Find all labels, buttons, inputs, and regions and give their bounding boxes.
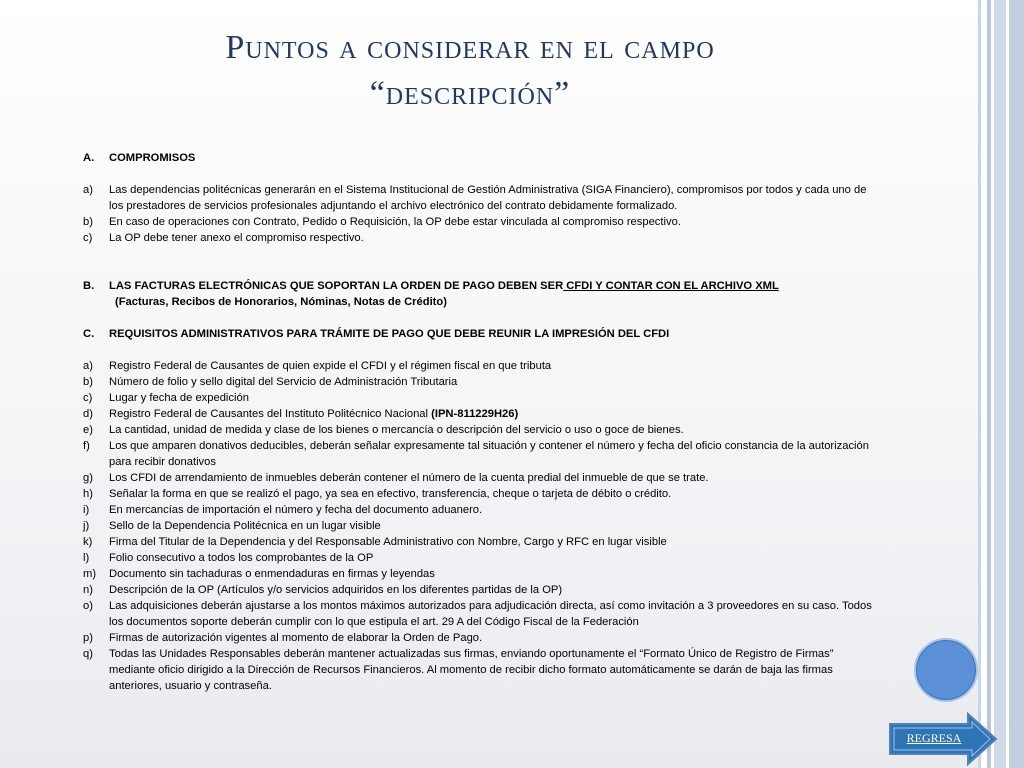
list-item-text: La cantidad, unidad de medida y clase de los bienes o mercancía o descripción del servicio o uso o goce de bienes. [109,424,684,436]
section-heading: LAS FACTURAS ELECTRÓNICAS QUE SOPORTAN LA ORDEN DE PAGO DEBEN SER [109,280,564,292]
title-line-2: “descripción” [369,75,571,112]
list-item-label: a) [83,360,93,372]
list-item-text: Número de folio y sello digital del Servicio de Administración Tributaria [109,376,458,388]
list-item [83,422,873,438]
section-b-subheading: (Facturas, Recibos de Honorarios, Nóminas, Notas de Crédito) [115,296,447,308]
list-item [83,598,873,630]
section-label: A. [83,152,95,164]
list-item-bold-text: (IPN-811229H26) [431,408,519,420]
section-a-heading [83,150,873,166]
side-stripe [1009,0,1024,768]
list-item-label: o) [83,600,93,612]
list-item [83,374,873,390]
section-heading: COMPROMISOS [109,152,196,164]
list-item [83,390,873,406]
slide-title [120,25,820,117]
list-item-label: m) [83,568,97,580]
list-item-text: Los CFDI de arrendamiento de inmuebles deberán contener el número de la cuenta predial del inmueble de que se trate. [109,472,709,484]
list-item-label: a) [83,184,93,196]
section-label: C. [83,328,95,340]
list-item-text: En caso de operaciones con Contrato, Pedido o Requisición, la OP debe estar vinculada al compromiso respectivo. [109,216,681,228]
section-c-list [83,358,873,694]
list-item-label: b) [83,216,93,228]
list-item-label: c) [83,392,93,404]
list-item [83,358,873,374]
list-item-text: Firmas de autorización vigentes al momento de elaborar la Orden de Pago. [109,632,483,644]
list-item-text: Sello de la Dependencia Politécnica en un lugar visible [109,520,381,532]
list-item-text: Firma del Titular de la Dependencia y del Responsable Administrativo con Nombre, Cargo y RFC en lugar visible [109,536,667,548]
list-item [83,646,873,694]
list-item [83,438,873,470]
back-button-label[interactable]: REGRESA [906,731,962,745]
list-item-label: h) [83,488,93,500]
list-item [83,630,873,646]
list-item-label: b) [83,376,93,388]
list-item [83,214,873,230]
list-item-label: p) [83,632,93,644]
list-item [83,486,873,502]
list-item-text: Documento sin tachaduras o enmendaduras en firmas y leyendas [109,568,435,580]
list-item [83,406,873,422]
list-item-label: g) [83,472,93,484]
section-heading: REQUISITOS ADMINISTRATIVOS PARA TRÁMITE DE PAGO QUE DEBE REUNIR LA IMPRESIÓN DEL CFDI [109,328,670,340]
list-item-label: i) [83,504,90,516]
list-item-text: Los que amparen donativos deducibles, deberán señalar expresamente tal situación y contener el número y fecha del oficio constancia de la autorización para recibir donativos [109,440,869,468]
list-item [83,582,873,598]
section-label: B. [83,280,95,292]
list-item-text: Registro Federal de Causantes del Instituto Politécnico Nacional [109,408,432,420]
section-a-list [83,182,873,246]
list-item-label: n) [83,584,93,596]
decorative-circle [914,638,978,702]
content-body [83,150,873,694]
list-item-label: c) [83,232,93,244]
section-b-heading [83,278,873,294]
list-item-label: e) [83,424,93,436]
list-item [83,518,873,534]
list-item-label: k) [83,536,93,548]
section-c-heading [83,326,873,342]
list-item-text: Registro Federal de Causantes de quien expide el CFDI y el régimen fiscal en que tributa [109,360,552,372]
list-item-label: l) [83,552,90,564]
list-item-text: Folio consecutivo a todos los comprobantes de la OP [109,552,374,564]
list-item-text: La OP debe tener anexo el compromiso respectivo. [109,232,364,244]
list-item-label: q) [83,648,93,660]
list-item [83,566,873,582]
list-item [83,230,873,246]
list-item-text: Las adquisiciones deberán ajustarse a los montos máximos autorizados para adjudicación directa, así como invitación a 3 proveedores en su caso. Todos los documentos soporte deberán cumplir con lo que estipula el art. 29 A del Código Fiscal de la Federación [109,600,872,628]
list-item-text: Descripción de la OP (Artículos y/o servicios adquiridos en los diferentes partidas de la OP) [109,584,563,596]
list-item-text: Las dependencias politécnicas generarán en el Sistema Institucional de Gestión Administrativa (SIGA Financiero), compromisos por todos y cada uno de los prestadores de servicios profesionales adjuntando el archivo electrónico del contrato debidamente formalizado. [109,184,867,212]
list-item [83,550,873,566]
list-item [83,182,873,214]
list-item-text: Todas las Unidades Responsables deberán mantener actualizadas sus firmas, enviando oportunamente el “Formato Único de Registro de Firmas” mediante oficio dirigido a la Dirección de Recursos Financieros. Al momento de recibir dicho formato automáticamente se darán de baja las firmas anteriores, usuario y contraseña. [109,648,834,692]
list-item [83,534,873,550]
list-item-label: j) [83,520,90,532]
side-stripe [994,0,1006,768]
section-heading-underlined: CFDI Y CONTAR CON EL ARCHIVO XML [563,280,779,292]
list-item [83,502,873,518]
list-item-text: Lugar y fecha de expedición [109,392,249,404]
list-item-text: En mercancías de importación el número y fecha del documento aduanero. [109,504,483,516]
list-item-label: f) [83,440,90,452]
list-item [83,470,873,486]
list-item-label: d) [83,408,93,420]
list-item-text: Señalar la forma en que se realizó el pago, ya sea en efectivo, transferencia, cheque o tarjeta de débito o crédito. [109,488,672,500]
back-button[interactable] [888,712,1000,766]
title-line-1: Puntos a considerar en el campo [225,29,715,66]
